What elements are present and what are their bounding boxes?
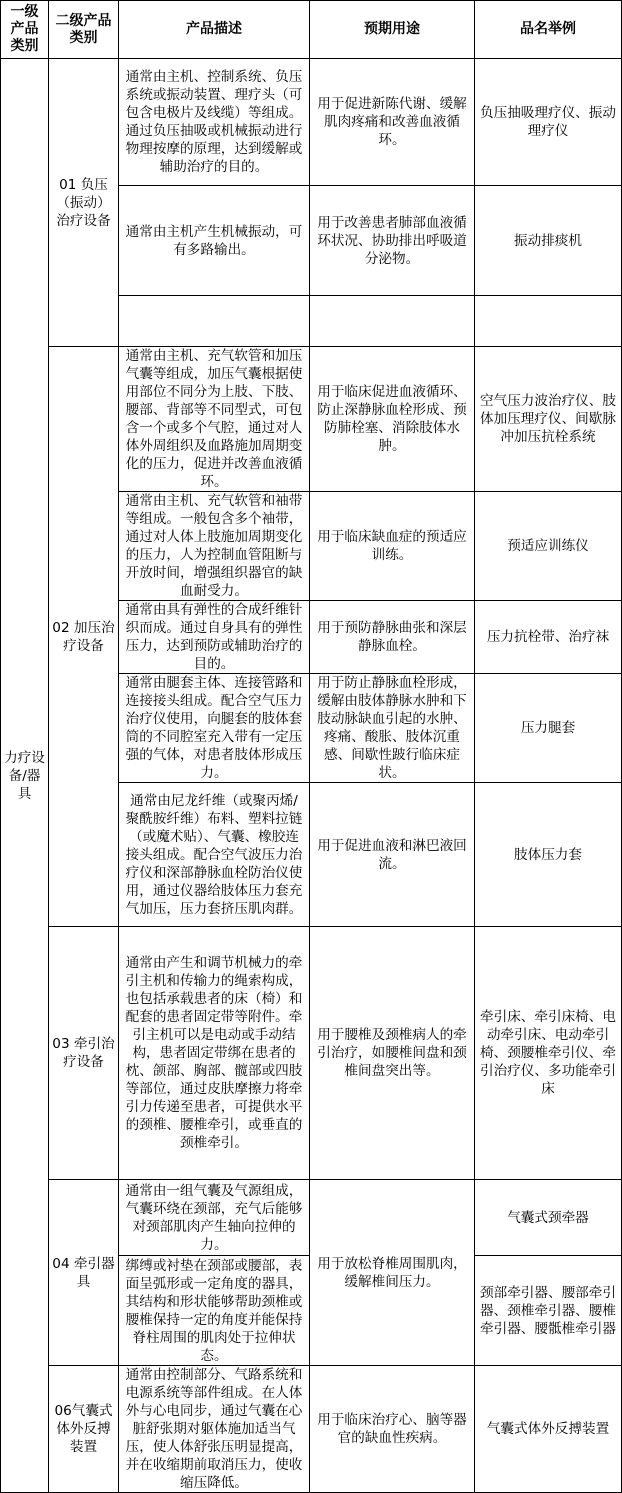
table-row: [1, 347, 622, 492]
intended-use-cell: 用于放松脊椎周围肌肉，缓解椎间压力。: [310, 1180, 475, 1366]
example-cell: 颈部牵引器、腰部牵引器、颈椎牵引器、腰椎牵引器、腰骶椎牵引器: [475, 1256, 622, 1366]
intended-use-cell: 用于临床促进血液循环、防止深静脉血栓形成、预防肺栓塞、消除肢体水肿。: [310, 347, 475, 492]
description-cell: 通常由控制部分、气路系统和电源系统等部件组成。在人体外与心电同步，通过气囊在心脏舒张期对躯体施加适当气压，使人体舒张压明显提高，并在收缩期前取消压力，使收缩压降低。: [119, 1366, 310, 1493]
header-row: [1, 1, 622, 59]
description-cell: 通常由主机、充气软管和加压气囊等组成，加压气囊根据使用部位不同分为上肢、下肢、腰部、背部等不同型式，可包含一个或多个气腔，通过对人体外周组织及血路施加周期变化的压力，促进并改善血液循环。: [119, 347, 310, 492]
example-cell: 压力抗栓带、治疗袜: [475, 601, 622, 674]
description-cell: 通常由腿套主体、连接管路和连接接头组成。配合空气压力治疗仪使用，向腿套的肢体套筒的不同腔室充入带有一定压强的气体，对患者肢体形成压力。: [119, 674, 310, 783]
intended-use-cell: 用于临床缺血症的预适应训练。: [310, 492, 475, 601]
header-examples: 品名举例: [475, 1, 622, 59]
example-cell: 气囊式体外反搏装置: [475, 1366, 622, 1493]
level1-category-cell: 力疗设备/器具: [1, 59, 49, 1493]
example-cell: 压力腿套: [475, 674, 622, 783]
header-intended-use: 预期用途: [310, 1, 475, 59]
table-row: [1, 59, 622, 186]
level2-category-cell: 06气囊式体外反搏装置: [49, 1366, 119, 1493]
example-cell: 牵引床、牵引床椅、电动牵引床、电动牵引椅、颈腰椎牵引仪、牵引治疗仪、多功能牵引床: [475, 927, 622, 1180]
description-cell: 通常由具有弹性的合成纤维针织而成。通过自身具有的弹性压力，达到预防或辅助治疗的目的。: [119, 601, 310, 674]
description-cell: 通常由主机、控制系统、负压系统或振动装置、理疗头（可包含电极片及线缆）等组成。通过负压抽吸或机械振动进行物理按摩的原理，达到缓解或辅助治疗的目的。: [119, 59, 310, 186]
header-level2: 二级产品类别: [49, 1, 119, 59]
example-cell: 气囊式颈牵器: [475, 1180, 622, 1256]
description-cell: 通常由尼龙纤维（或聚丙烯/聚酰胺纤维）布料、塑料拉链（或魔术贴）、气囊、橡胶连接头组成。配合空气波压力治疗仪和深部静脉血栓防治仪使用，通过仪器给肢体压力套充气加压，压力套挤压肌肉群。: [119, 783, 310, 927]
table-row: [1, 927, 622, 1180]
intended-use-cell: 用于临床治疗心、脑等器官的缺血性疾病。: [310, 1366, 475, 1493]
intended-use-cell: 用于促进新陈代谢、缓解肌肉疼痛和改善血液循环。: [310, 59, 475, 186]
intended-use-cell: 用于预防静脉曲张和深层静脉血栓。: [310, 601, 475, 674]
example-cell: 振动排痰机: [475, 186, 622, 296]
level2-category-cell: 01 负压（振动）治疗设备: [49, 59, 119, 347]
example-cell: 负压抽吸理疗仪、振动理疗仪: [475, 59, 622, 186]
header-level1: 一级产品类别: [1, 1, 49, 59]
description-cell: 通常由主机产生机械振动，可有多路输出。: [119, 186, 310, 296]
intended-use-cell: 用于防止静脉血栓形成，缓解由肢体静脉水肿和下肢动脉缺血引起的水肿、疼痛、酸胀、肢体沉重感、间歇性跛行临床症状。: [310, 674, 475, 783]
description-cell: 通常由主机、充气软管和袖带等组成。一般包含多个袖带，通过对人体上肢施加周期变化的压力，人为控制血管阻断与开放时间，增强组织器官的缺血耐受力。: [119, 492, 310, 601]
intended-use-cell: 用于促进血液和淋巴液回流。: [310, 783, 475, 927]
description-cell: 通常由一组气囊及气源组成，气囊环绕在颈部，充气后能够对颈部肌肉产生轴向拉伸的力。: [119, 1180, 310, 1256]
level2-category-cell: 03 牵引治疗设备: [49, 927, 119, 1180]
description-cell: [119, 296, 310, 347]
example-cell: [475, 296, 622, 347]
intended-use-cell: [310, 296, 475, 347]
example-cell: 预适应训练仪: [475, 492, 622, 601]
description-cell: 绑缚或衬垫在颈部或腰部，表面呈弧形或一定角度的器具，其结构和形状能够帮助颈椎或腰椎保持一定的角度并能保持脊柱周围的肌肉处于拉伸状态。: [119, 1256, 310, 1366]
level2-category-cell: 04 牵引器具: [49, 1180, 119, 1366]
description-cell: 通常由产生和调节机械力的牵引主机和传输力的绳索构成，也包括承载患者的床（椅）和配套的患者固定带等附件。牵引主机可以是电动或手动结构，患者固定带绑在患者的枕、颌部、胸部、髋部或四肢等部位，通过皮肤摩擦力将牵引力传递至患者，可提供水平的颈椎、腰椎牵引，或垂直的颈椎牵引。: [119, 927, 310, 1180]
intended-use-cell: 用于腰椎及颈椎病人的牵引治疗，如腰椎间盘和颈椎间盘突出等。: [310, 927, 475, 1180]
example-cell: 肢体压力套: [475, 783, 622, 927]
table-row: [1, 1366, 622, 1493]
header-description: 产品描述: [119, 1, 310, 59]
level2-category-cell: 02 加压治疗设备: [49, 347, 119, 927]
intended-use-cell: 用于改善患者肺部血液循环状况、协助排出呼吸道分泌物。: [310, 186, 475, 296]
example-cell: 空气压力波治疗仪、肢体加压理疗仪、间歇脉冲加压抗栓系统: [475, 347, 622, 492]
table-row: [1, 1180, 622, 1256]
